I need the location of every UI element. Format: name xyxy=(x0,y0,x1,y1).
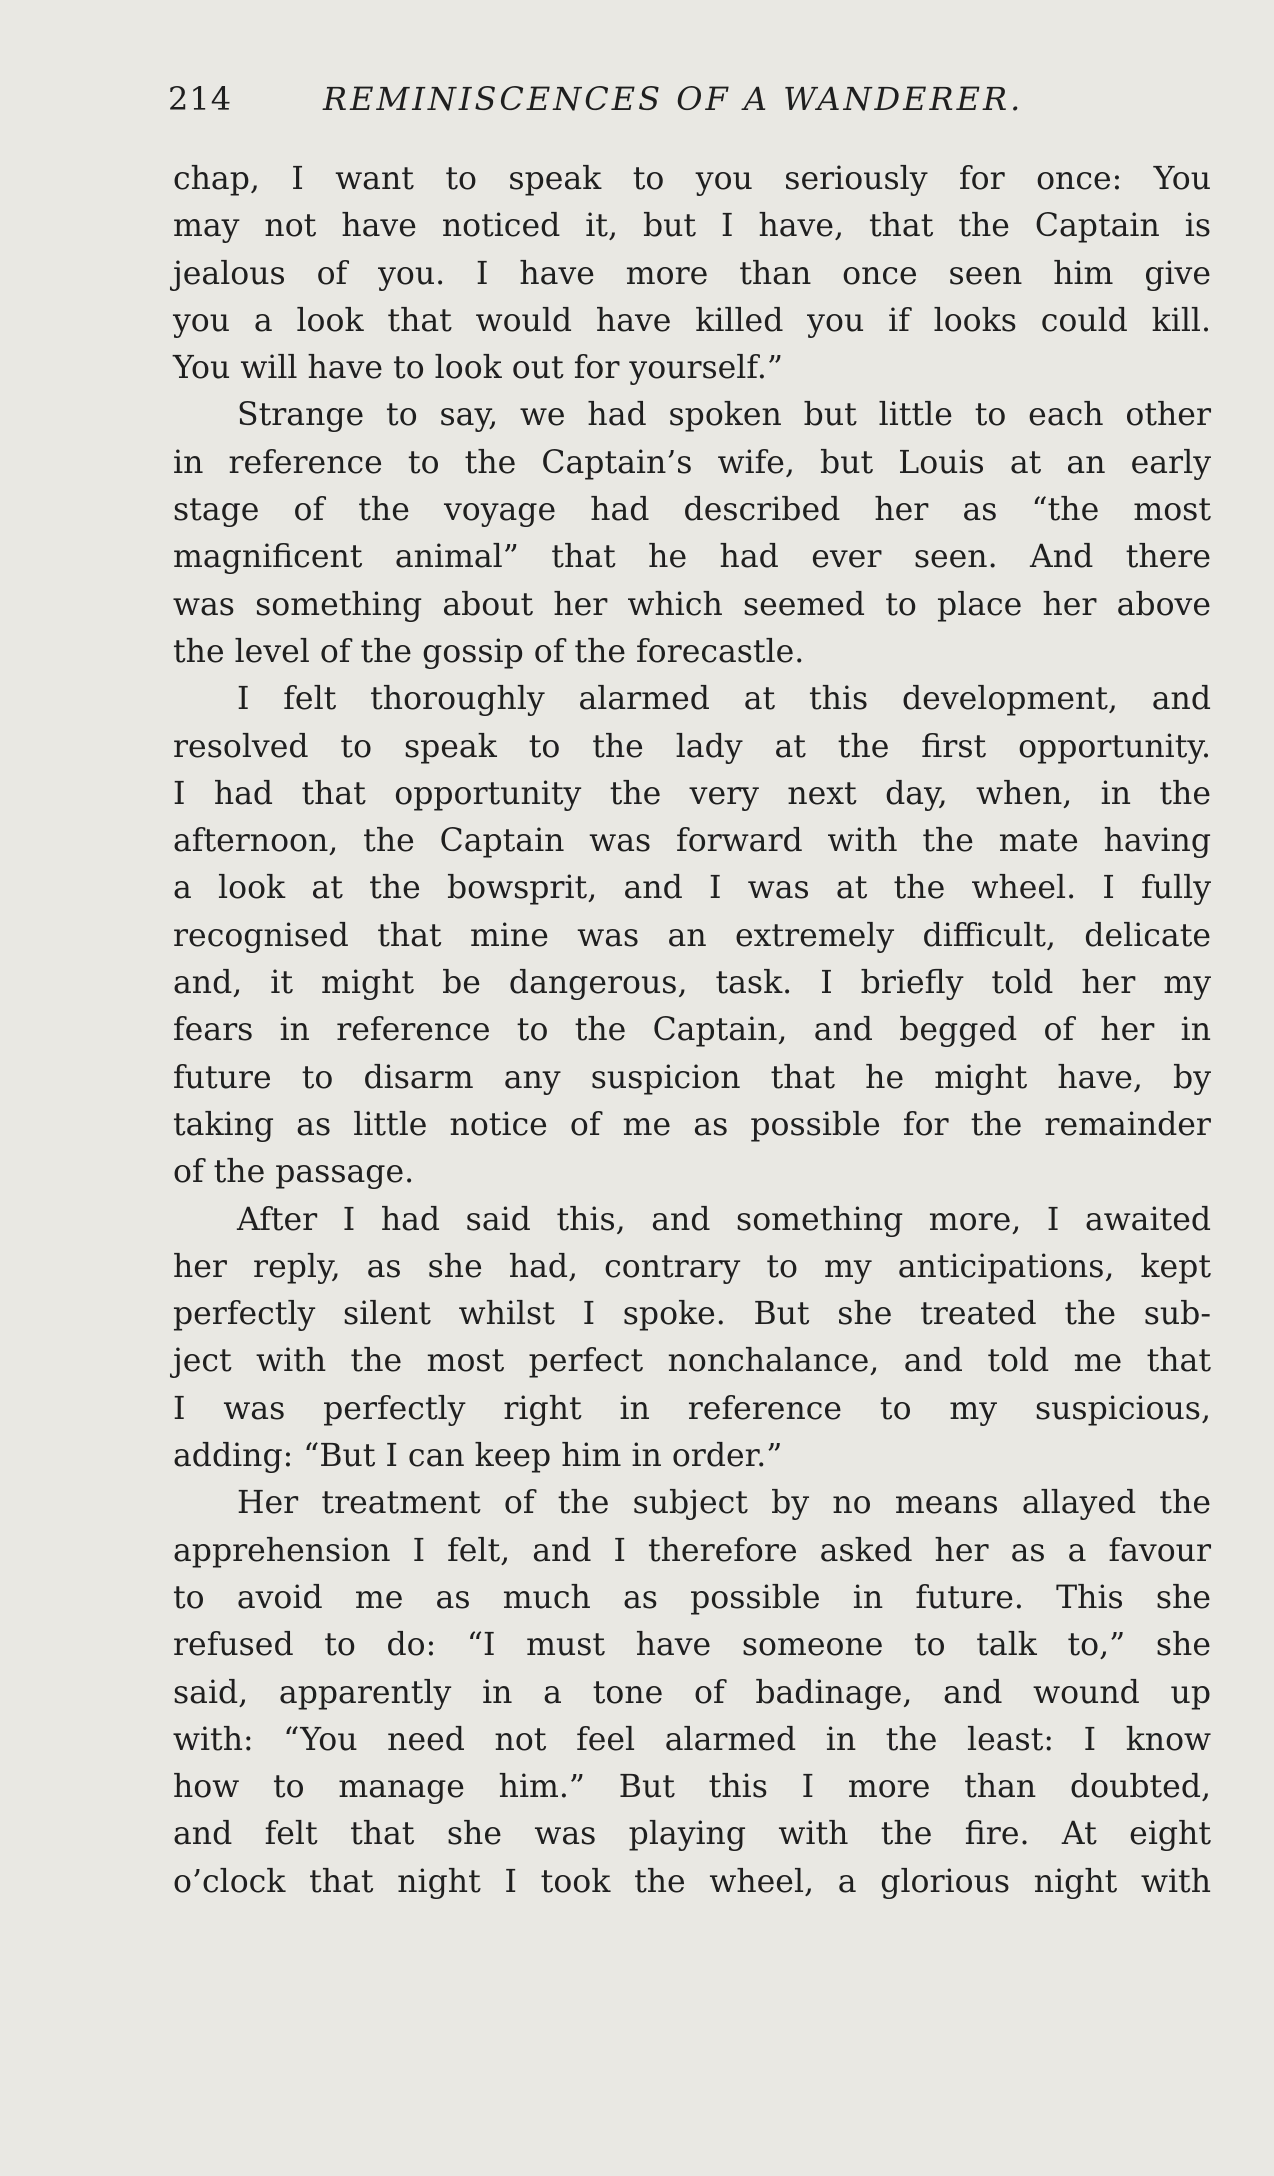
text-line: afternoon, the Captain was forward with the mate having xyxy=(173,823,1211,860)
text-line: in reference to the Captain’s wife, but Louis at an early xyxy=(173,444,1211,481)
running-title: REMINISCENCES OF A WANDERER. xyxy=(323,80,1024,118)
text-line: I felt thoroughly alarmed at this development, and xyxy=(237,681,1211,718)
page-number: 214 xyxy=(168,80,233,118)
text-line: ject with the most perfect nonchalance, and told me that xyxy=(173,1343,1211,1380)
text-line: recognised that mine was an extremely difficult, delicate xyxy=(173,917,1211,954)
text-line: magnificent animal” that he had ever seen. And there xyxy=(173,539,1211,576)
text-line: may not have noticed it, but I have, that the Captain is xyxy=(173,208,1211,245)
text-line: refused to do: “I must have someone to talk to,” she xyxy=(173,1627,1211,1664)
text-line: Her treatment of the subject by no means allayed the xyxy=(237,1485,1211,1522)
text-line: jealous of you. I have more than once seen him give xyxy=(173,255,1211,292)
text-line: was something about her which seemed to place her above xyxy=(173,586,1211,623)
text-line: and felt that she was playing with the fire. At eight xyxy=(173,1816,1211,1853)
text-line: the level of the gossip of the forecastle. xyxy=(173,633,805,670)
text-line: I was perfectly right in reference to my suspicious, xyxy=(173,1390,1211,1427)
text-line: I had that opportunity the very next day, when, in the xyxy=(173,775,1211,812)
text-line: You will have to look out for yourself.” xyxy=(173,350,784,387)
text-line: chap, I want to speak to you seriously for once: You xyxy=(173,161,1211,197)
text-line: to avoid me as much as possible in future. This she xyxy=(173,1579,1211,1616)
body-text xyxy=(173,156,1211,1906)
text-line: and, it might be dangerous, task. I briefly told her my xyxy=(173,965,1211,1002)
running-head xyxy=(168,74,1082,124)
text-line: perfectly silent whilst I spoke. But she treated the sub- xyxy=(173,1296,1211,1333)
text-line: a look at the bowsprit, and I was at the wheel. I fully xyxy=(173,870,1211,907)
text-line: you a look that would have killed you if looks could kill. xyxy=(173,302,1211,339)
text-line: with: “You need not feel alarmed in the least: I know xyxy=(173,1721,1211,1758)
text-line: her reply, as she had, contrary to my anticipations, kept xyxy=(173,1248,1211,1285)
text-line: After I had said this, and something more, I awaited xyxy=(237,1201,1211,1238)
text-line: stage of the voyage had described her as “the most xyxy=(173,492,1211,529)
text-line: apprehension I felt, and I therefore asked her as a favour xyxy=(173,1532,1211,1569)
text-line: fears in reference to the Captain, and begged of her in xyxy=(173,1012,1211,1049)
text-line: o’clock that night I took the wheel, a glorious night with xyxy=(173,1863,1211,1900)
text-line: said, apparently in a tone of badinage, and wound up xyxy=(173,1674,1211,1711)
text-line: of the passage. xyxy=(173,1154,415,1191)
text-line: how to manage him.” But this I more than doubted, xyxy=(173,1769,1211,1806)
text-line: future to disarm any suspicion that he might have, by xyxy=(173,1059,1211,1096)
text-line: taking as little notice of me as possible for the remainder xyxy=(173,1106,1211,1143)
text-line: Strange to say, we had spoken but little to each other xyxy=(237,397,1211,434)
text-line: adding: “But I can keep him in order.” xyxy=(173,1438,783,1475)
text-line: resolved to speak to the lady at the first opportunity. xyxy=(173,728,1211,765)
